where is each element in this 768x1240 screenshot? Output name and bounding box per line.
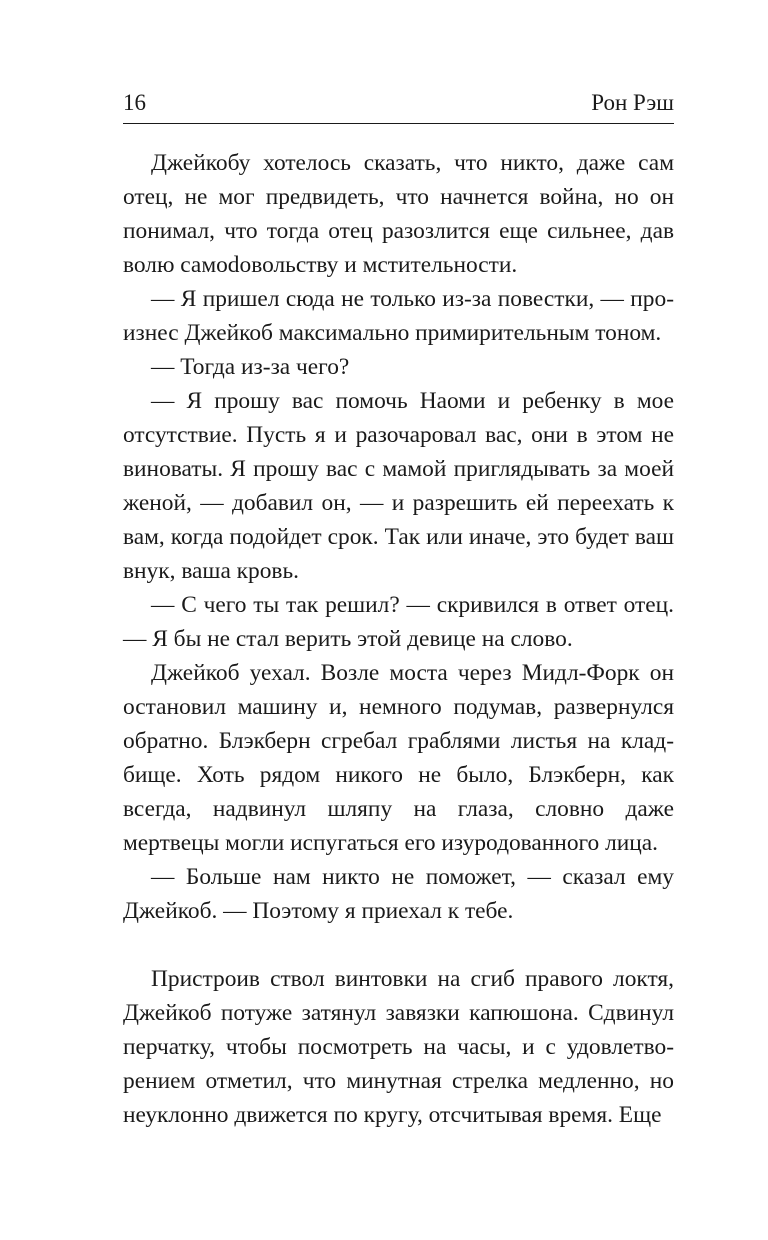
paragraph: Пристроив ствол винтовки на сгиб правого локтя, Джейкоб потуже затянул завязки капюшона. Сдвинул перчатку, чтобы посмотреть на часы, и с удовлетворением отметил, что минутная стрелка медленно, но неуклонно движется по кругу, отсчитывая время. Еще [123,966,674,1128]
paragraph: Джейкоб уехал. Возле моста через Мидл-Форк он остановил машину и, немного подумав, развернулся обратно. Блэкберн сгребал граблями листья на кладбище. Хоть рядом никого не было, Блэкберн, как всегда, надвинул шляпу на глаза, словно даже мертвецы могли испугаться его изуродованного лица. [123,660,674,856]
page-header [123,90,674,116]
running-title: Рон Рэш [591,90,674,115]
paragraph: — С чего ты так решил? — скривился в ответ отец. — Я бы не стал верить этой девице на слово. [123,592,674,652]
paragraph: Джейкобу хотелось сказать, что никто, даже сам отец, не мог предвидеть, что начнется война, но он понимал, что тогда отец разозлится еще сильнее, дав волю самоdовольству и мстительности. [123,150,674,278]
body-text [123,146,674,1132]
paragraph: — Больше нам никто не поможет, — сказал ему Джейкоб. — Поэтому я приехал к тебе. [123,864,674,924]
paragraph: — Тогда из-за чего? [151,354,350,380]
paragraph: — Я пришел сюда не только из-за повестки, — произнес Джейкоб максимально примирительным тоном. [123,286,674,346]
header-rule [123,123,674,124]
page-number: 16 [123,90,146,115]
paragraph: — Я прошу вас помочь Наоми и ребенку в мое отсутствие. Пусть я и разочаровал вас, они в этом не виноваты. Я прошу вас с мамой приглядывать за моей женой, — добавил он, — и разрешить ей переехать к вам, когда подойдет срок. Так или иначе, это будет ваш внук, ваша кровь. [123,388,674,584]
